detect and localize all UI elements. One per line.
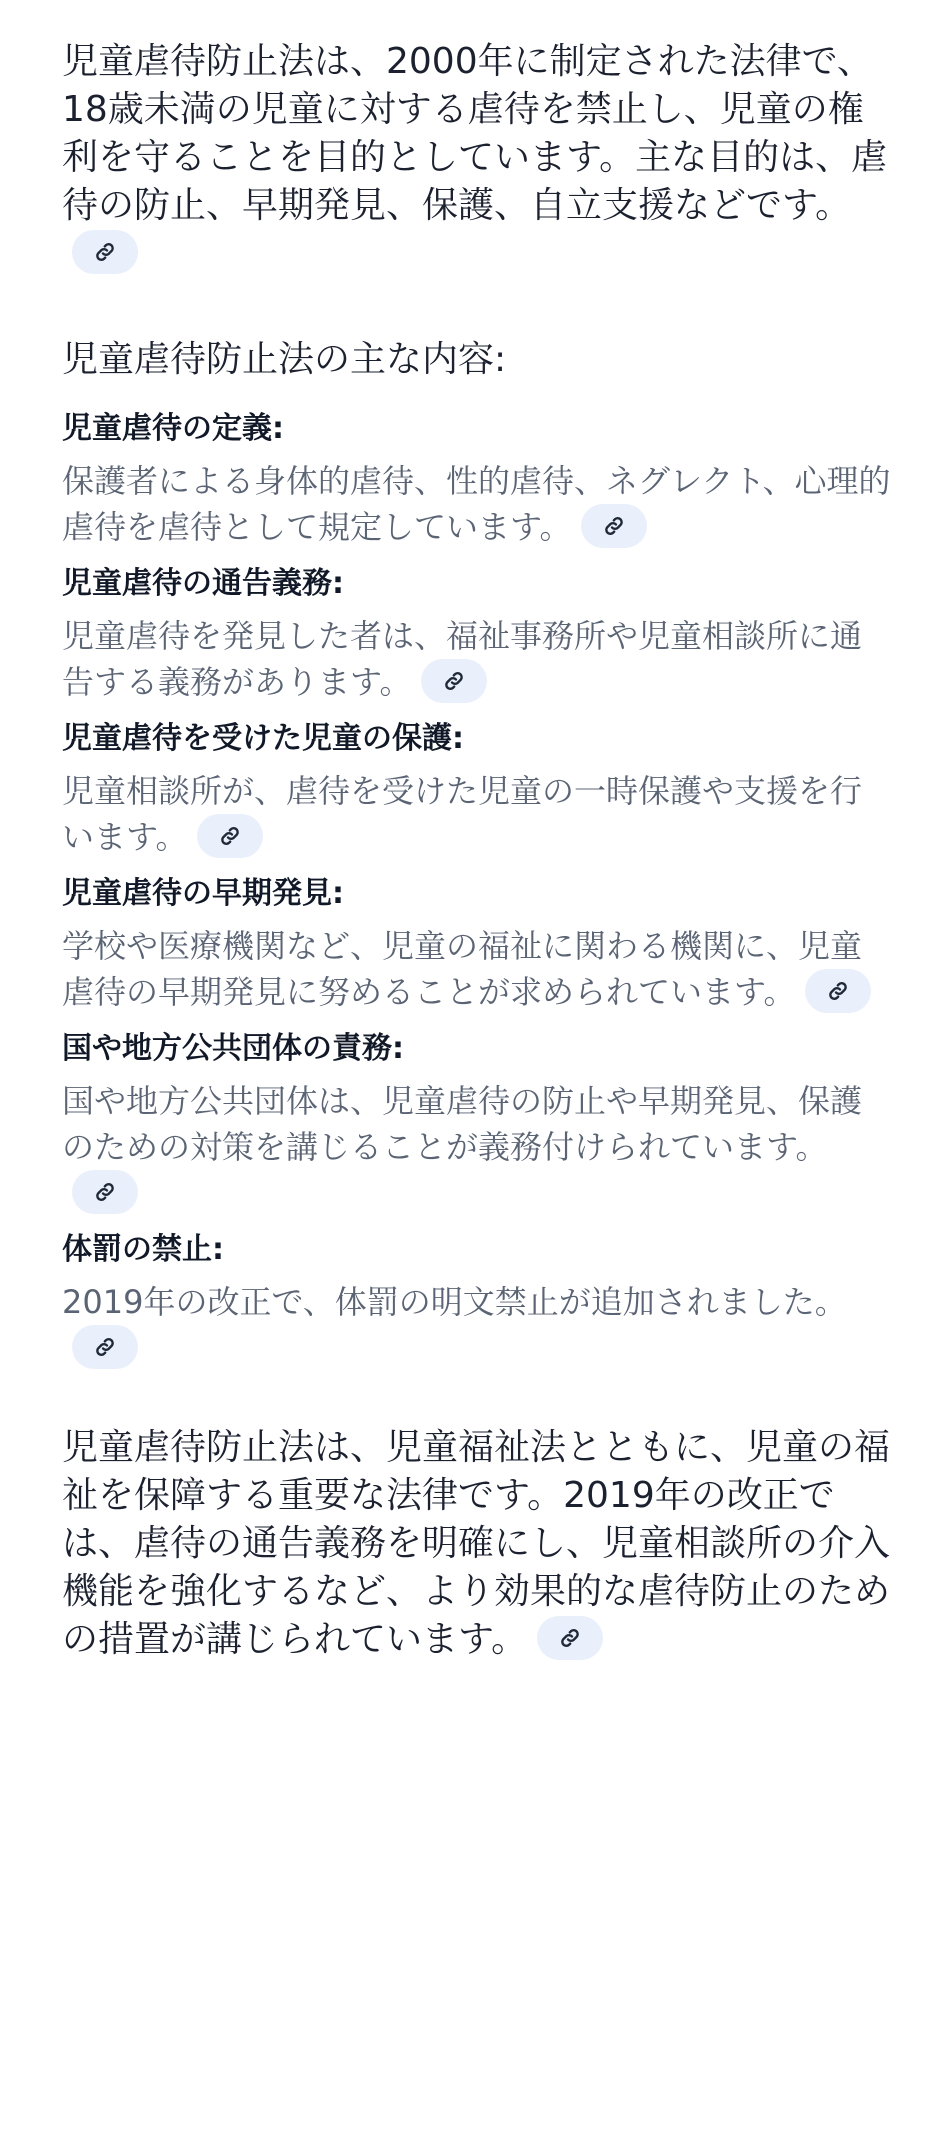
section-heading: 児童虐待防止法の主な内容: <box>62 339 507 380</box>
source-link-button[interactable] <box>72 1170 138 1214</box>
link-icon <box>558 1626 582 1650</box>
section-definition <box>62 408 891 551</box>
link-icon <box>93 1180 117 1204</box>
source-link-button[interactable] <box>537 1616 603 1660</box>
section-body <box>62 1078 891 1217</box>
section-title: 児童虐待の早期発見: <box>62 876 344 911</box>
section-body <box>62 613 891 706</box>
intro-text: 児童虐待防止法は、2000年に制定された法律で、18歳未満の児童に対する虐待を禁止し、児童の権利を守ることを目的としています。主な目的は、虐待の防止、早期発見、保護、自立支援などです。 <box>62 41 888 226</box>
section-title: 国や地方公共団体の責務: <box>62 1031 404 1066</box>
section-protection <box>62 718 891 861</box>
section-title: 児童虐待の定義: <box>62 411 284 446</box>
section-body-text: 児童相談所が、虐待を受けた児童の一時保護や支援を行います。 <box>62 772 863 856</box>
section-body <box>62 768 891 861</box>
section-title: 児童虐待の通告義務: <box>62 566 344 601</box>
source-link-button[interactable] <box>421 659 487 703</box>
section-early-detection <box>62 873 891 1016</box>
section-body-text: 児童虐待を発見した者は、福祉事務所や児童相談所に通告する義務があります。 <box>62 617 863 701</box>
source-link-button[interactable] <box>72 230 138 274</box>
source-link-button[interactable] <box>72 1325 138 1369</box>
link-icon <box>826 979 850 1003</box>
outro-text: 児童虐待防止法は、児童福祉法とともに、児童の福祉を保障する重要な法律です。2019年の改正では、虐待の通告義務を明確にし、児童相談所の介入機能を強化するなど、より効果的な虐待防止のための措置が講じられています。 <box>62 1427 891 1660</box>
section-corporal-punishment <box>62 1229 891 1372</box>
link-icon <box>218 824 242 848</box>
section-body <box>62 923 891 1016</box>
link-icon <box>602 514 626 538</box>
section-government-duty <box>62 1028 891 1217</box>
outro-paragraph <box>62 1424 891 1664</box>
link-icon <box>442 669 466 693</box>
section-title: 体罰の禁止: <box>62 1232 224 1267</box>
source-link-button[interactable] <box>197 814 263 858</box>
section-body-text: 2019年の改正で、体罰の明文禁止が追加されました。 <box>62 1283 847 1321</box>
source-link-button[interactable] <box>805 969 871 1013</box>
source-link-button[interactable] <box>581 504 647 548</box>
intro-paragraph <box>62 38 891 278</box>
section-body <box>62 1279 891 1372</box>
section-body-text: 学校や医療機関など、児童の福祉に関わる機関に、児童虐待の早期発見に努めることが求められています。 <box>62 927 863 1011</box>
section-body-text: 保護者による身体的虐待、性的虐待、ネグレクト、心理的虐待を虐待として規定しています。 <box>62 462 891 546</box>
section-body-text: 国や地方公共団体は、児童虐待の防止や早期発見、保護のための対策を講じることが義務付けられています。 <box>62 1082 863 1166</box>
section-body <box>62 458 891 551</box>
link-icon <box>93 240 117 264</box>
section-title: 児童虐待を受けた児童の保護: <box>62 721 464 756</box>
link-icon <box>93 1335 117 1359</box>
section-reporting-duty <box>62 563 891 706</box>
